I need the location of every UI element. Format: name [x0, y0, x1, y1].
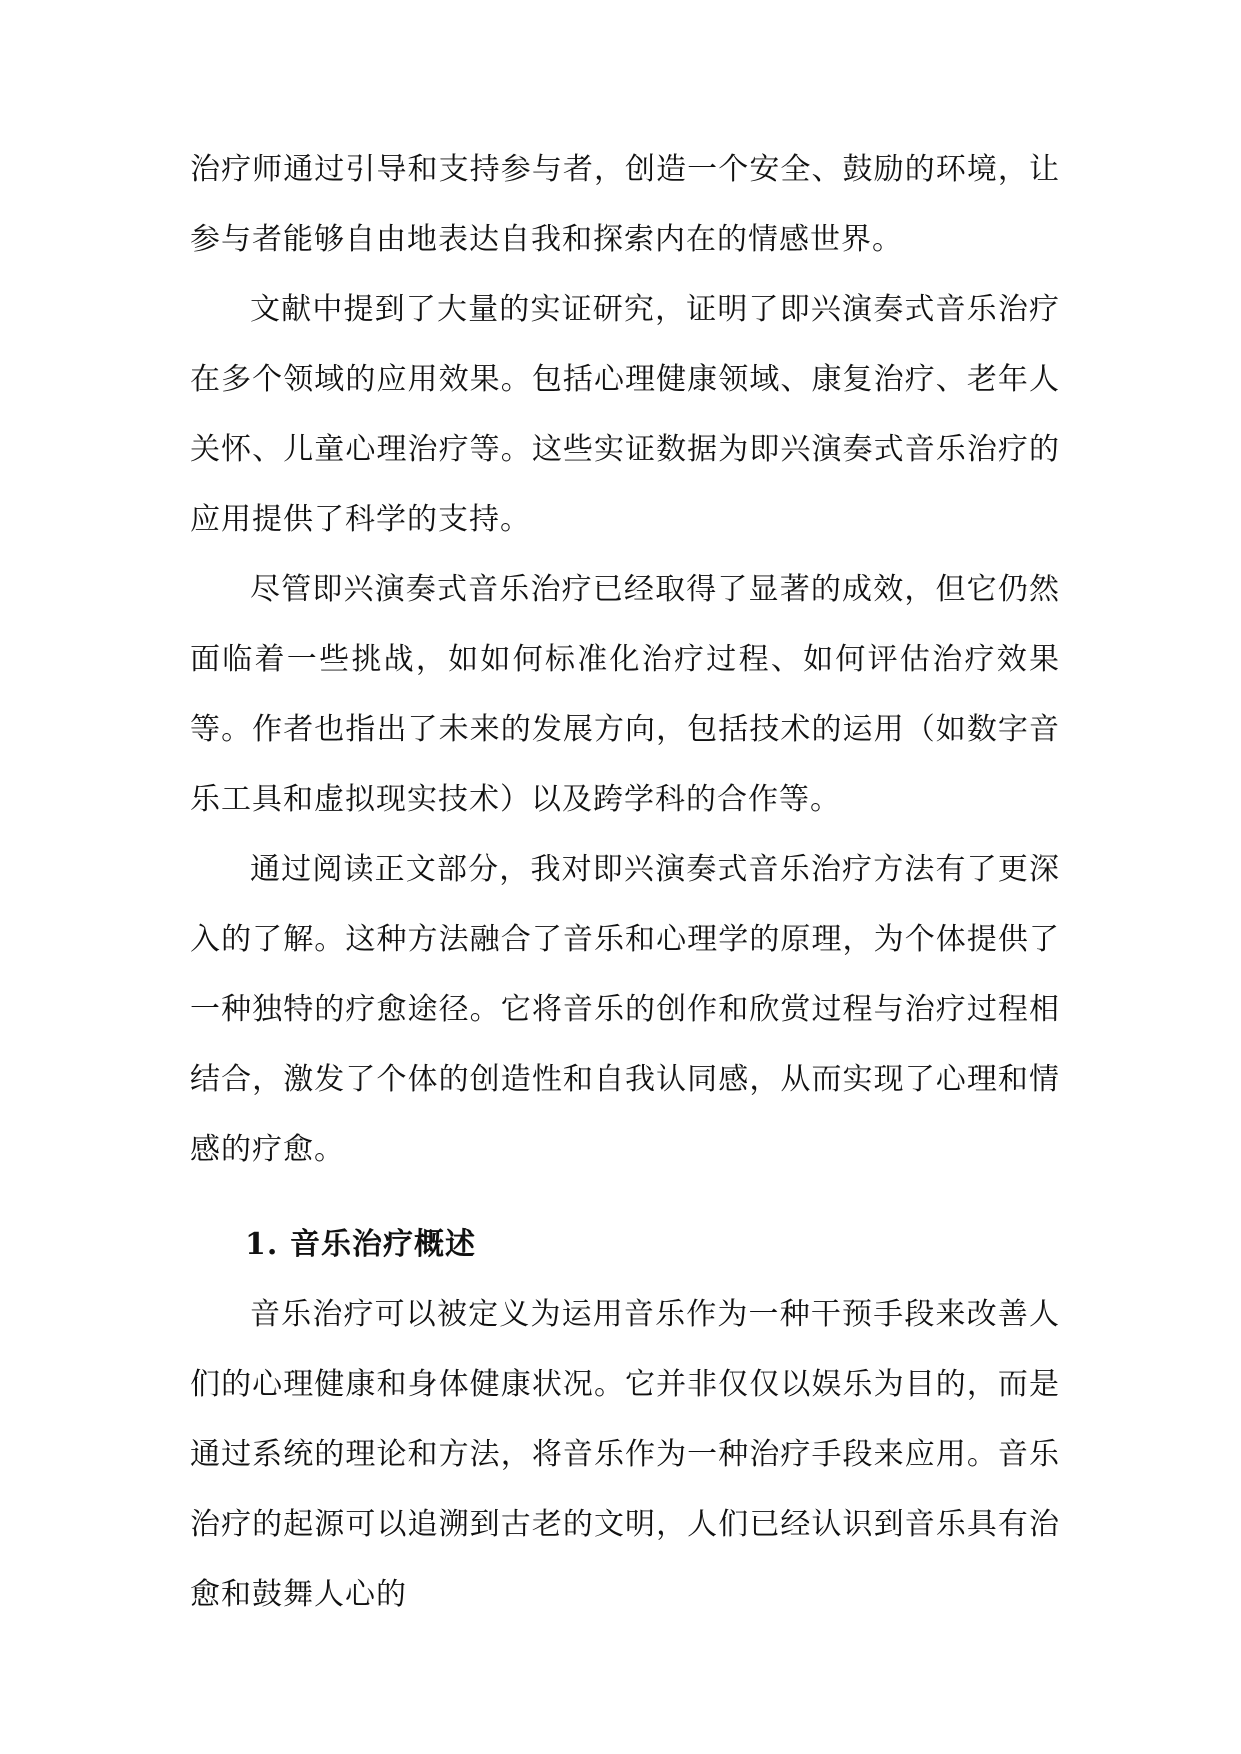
- paragraph-music-therapy-definition: 音乐治疗可以被定义为运用音乐作为一种干预手段来改善人们的心理健康和身体健康状况。它并非仅仅以娱乐为目的，而是通过系统的理论和方法，将音乐作为一种治疗手段来应用。音乐治疗的起源可以追溯到古老的文明，人们已经认识到音乐具有治愈和鼓舞人心的: [190, 1297, 1060, 1612]
- section-number: 1.: [245, 1227, 279, 1262]
- section-title: 音乐治疗概述: [290, 1227, 476, 1262]
- paragraph-empirical-research: 文献中提到了大量的实证研究，证明了即兴演奏式音乐治疗在多个领域的应用效果。包括心理健康领域、康复治疗、老年人关怀、儿童心理治疗等。这些实证数据为即兴演奏式音乐治疗的应用提供了科学的支持。: [190, 292, 1060, 537]
- document-body: [190, 135, 1060, 1630]
- paragraph-reflection: 通过阅读正文部分，我对即兴演奏式音乐治疗方法有了更深入的了解。这种方法融合了音乐和心理学的原理，为个体提供了一种独特的疗愈途径。它将音乐的创作和欣赏过程与治疗过程相结合，激发了个体的创造性和自我认同感，从而实现了心理和情感的疗愈。: [190, 852, 1060, 1167]
- section-heading: [190, 1210, 1060, 1280]
- paragraph-challenges: 尽管即兴演奏式音乐治疗已经取得了显著的成效，但它仍然面临着一些挑战，如如何标准化治疗过程、如何评估治疗效果等。作者也指出了未来的发展方向，包括技术的运用（如数字音乐工具和虚拟现实技术）以及跨学科的合作等。: [190, 572, 1060, 817]
- paragraph-continuation: 治疗师通过引导和支持参与者，创造一个安全、鼓励的环境，让参与者能够自由地表达自我和探索内在的情感世界。: [190, 152, 1060, 257]
